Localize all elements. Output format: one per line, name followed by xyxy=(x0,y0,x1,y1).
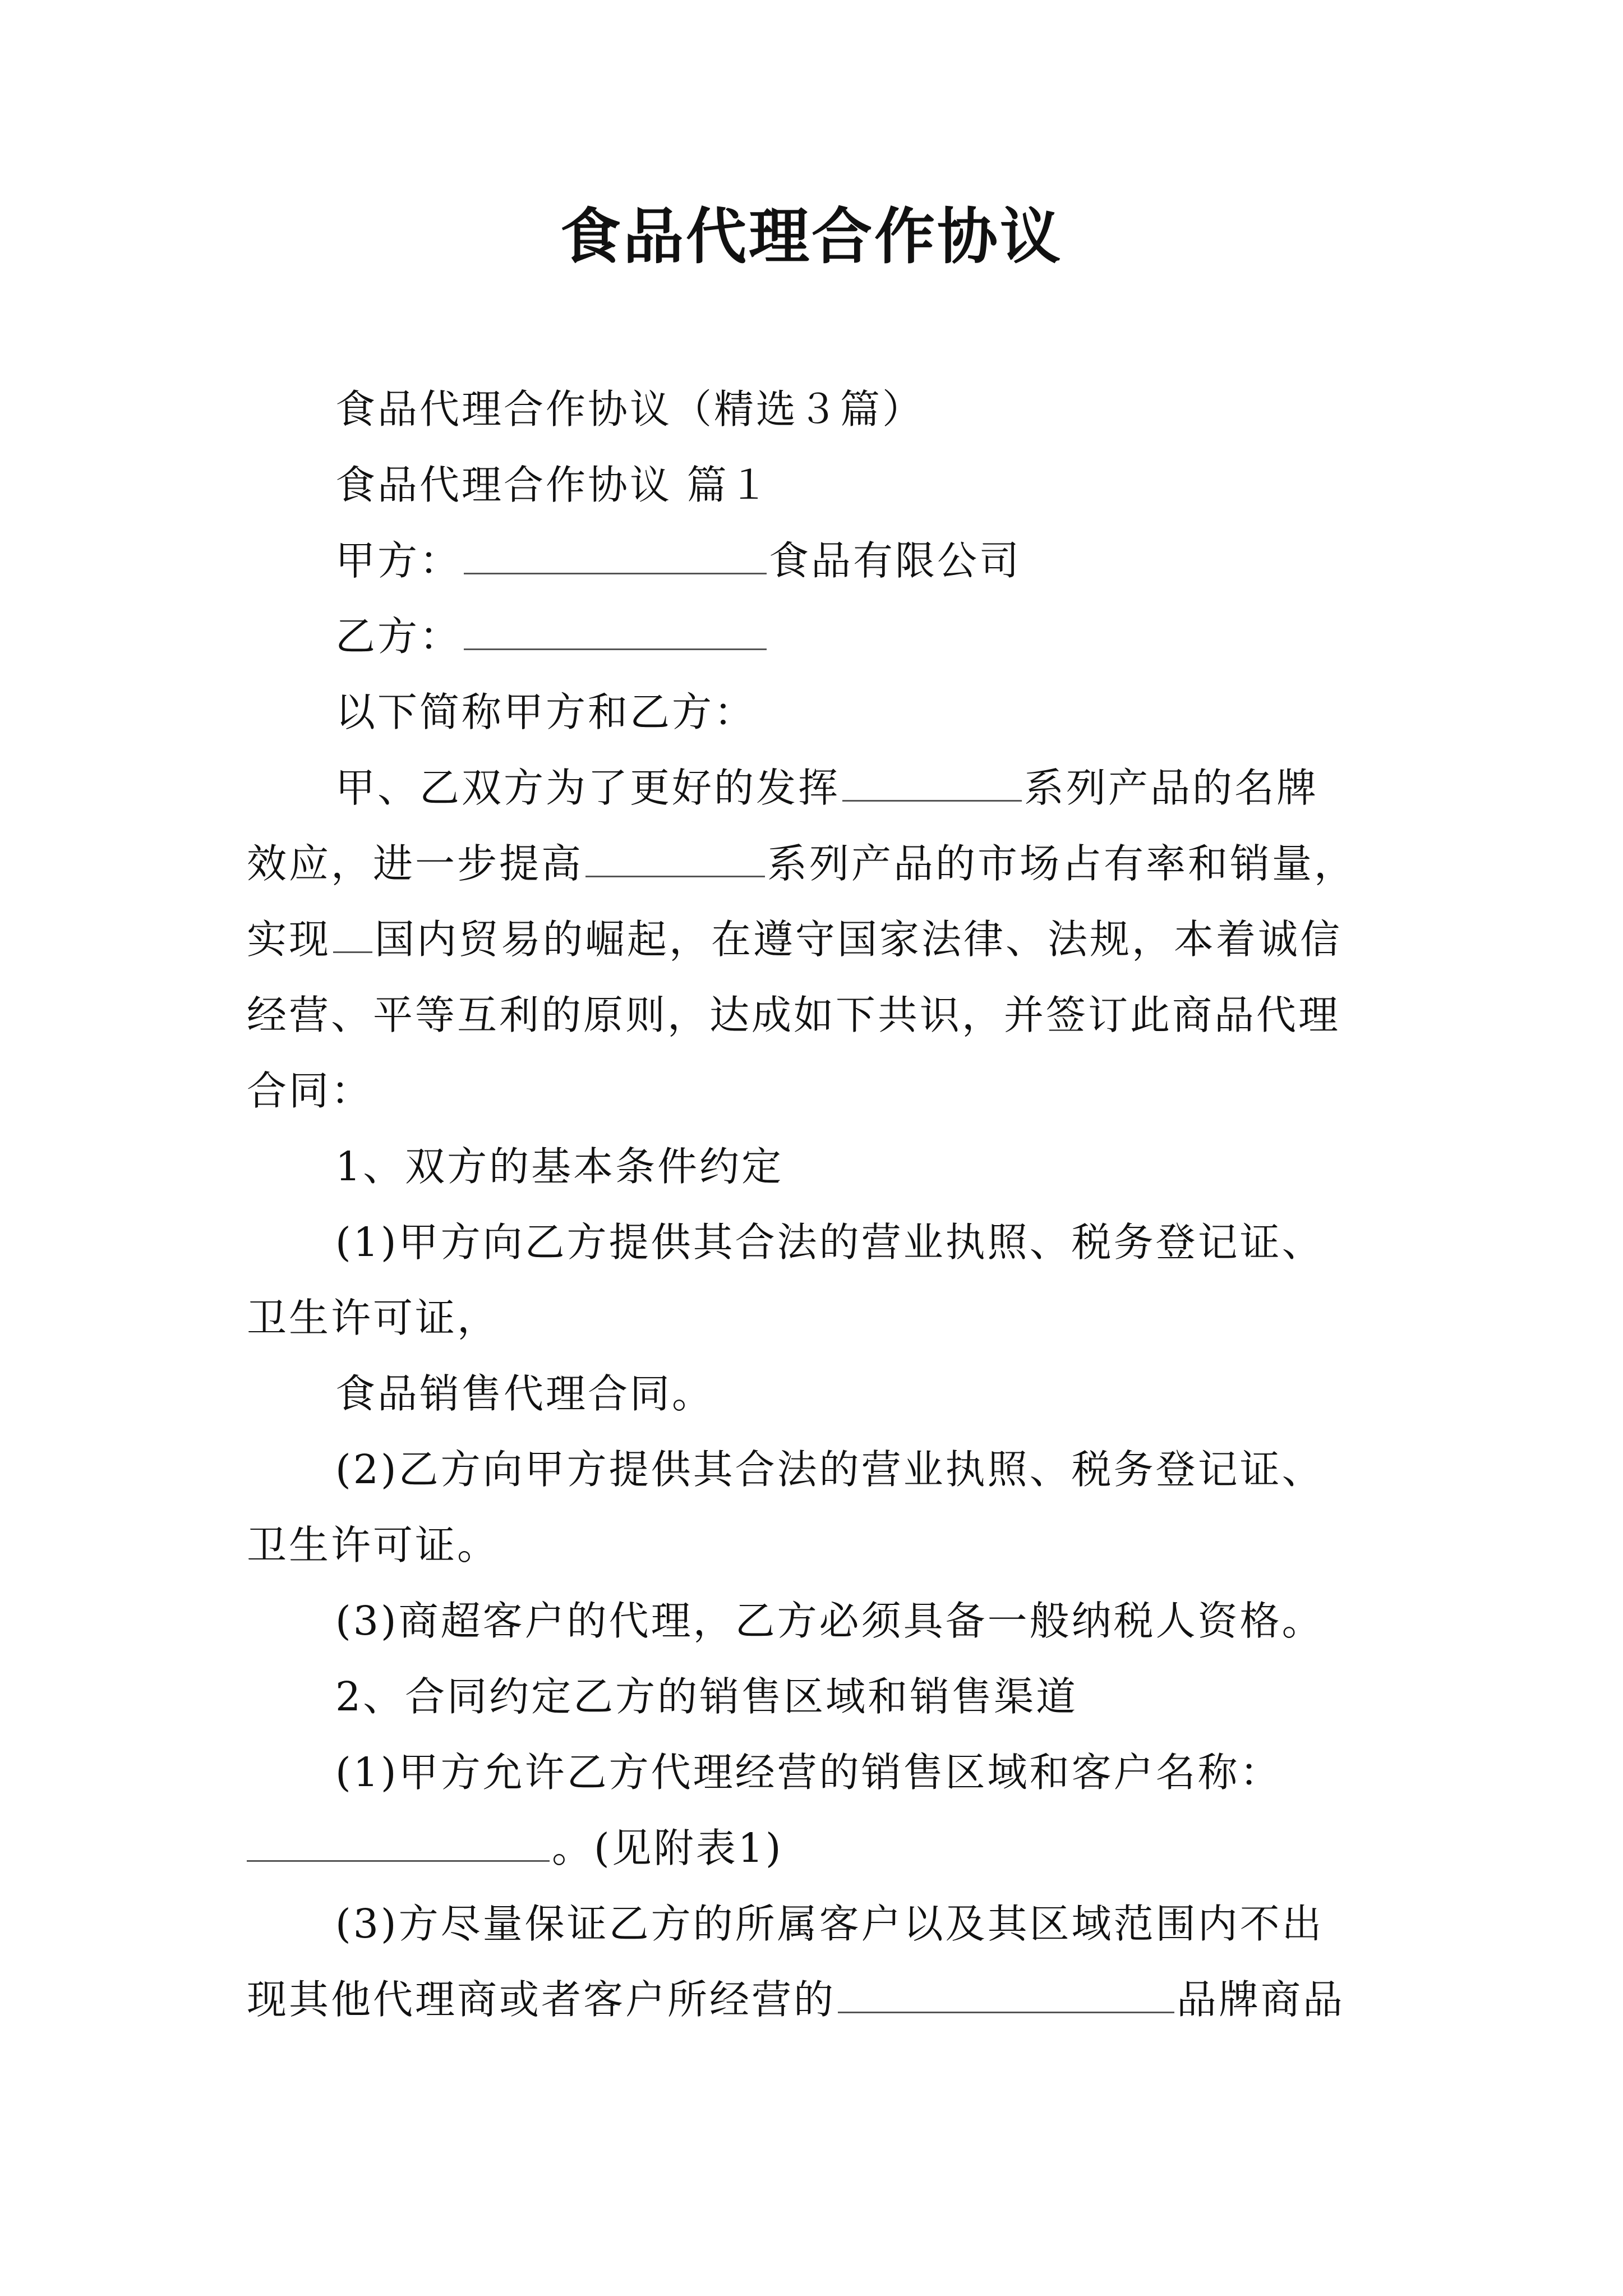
paragraph-line: 经营、平等互利的原则，达成如下共识，并签订此商品代理 xyxy=(247,992,1341,1038)
clause-item: (1)甲方向乙方提供其合法的营业执照、税务登记证、 xyxy=(335,1219,1324,1266)
region-blank xyxy=(247,1821,550,1862)
paragraph-line: 合同： xyxy=(247,1068,374,1114)
clause-heading: 2、合同约定乙方的销售区域和销售渠道 xyxy=(335,1673,1078,1720)
paragraph-line: 效应，进一步提高 系列产品的市场占有率和销量， xyxy=(247,836,1356,892)
product-series-blank xyxy=(842,761,1022,802)
product-series-blank xyxy=(585,836,765,877)
clause-item: (2)乙方向甲方提供其合法的营业执照、税务登记证、 xyxy=(335,1446,1324,1493)
clause-item: (1)甲方允许乙方代理经营的销售区域和客户名称： xyxy=(335,1749,1282,1796)
clause-item: 卫生许可证， xyxy=(247,1295,500,1341)
paragraph-line: 以下简称甲方和乙方： xyxy=(335,689,757,735)
short-blank xyxy=(333,912,372,953)
clause-item: (3)方尽量保证乙方的所属客户以及其区域范围内不出 xyxy=(335,1901,1324,1947)
section-heading: 食品代理合作协议 篇１ xyxy=(335,462,771,508)
clause-item: 现其他代理商或者客户所经营的 品牌商品 xyxy=(247,1972,1345,2028)
brand-blank xyxy=(838,1972,1174,2013)
party-b-name-blank xyxy=(464,609,767,650)
party-b-line: 乙方： xyxy=(335,609,769,665)
clause-item: 。(见附表1) xyxy=(247,1820,783,1876)
party-a-name-blank xyxy=(464,533,767,574)
document-title: 食品代理合作协议 xyxy=(560,201,1063,272)
clause-item: 卫生许可证。 xyxy=(247,1522,500,1568)
clause-heading: 1、双方的基本条件约定 xyxy=(335,1143,784,1190)
party-a-line: 甲方： 食品有限公司 xyxy=(335,533,1021,589)
paragraph-line: 实现 国内贸易的崛起，在遵守国家法律、法规，本着诚信 xyxy=(247,912,1342,968)
paragraph-line: 甲、乙双方为了更好的发挥 系列产品的名牌 xyxy=(335,760,1318,816)
subtitle-line: 食品代理合作协议（精选３篇） xyxy=(335,386,925,432)
paragraph-line: 食品销售代理合同。 xyxy=(335,1370,714,1417)
clause-item: (3)商超客户的代理，乙方必须具备一般纳税人资格。 xyxy=(335,1598,1324,1644)
